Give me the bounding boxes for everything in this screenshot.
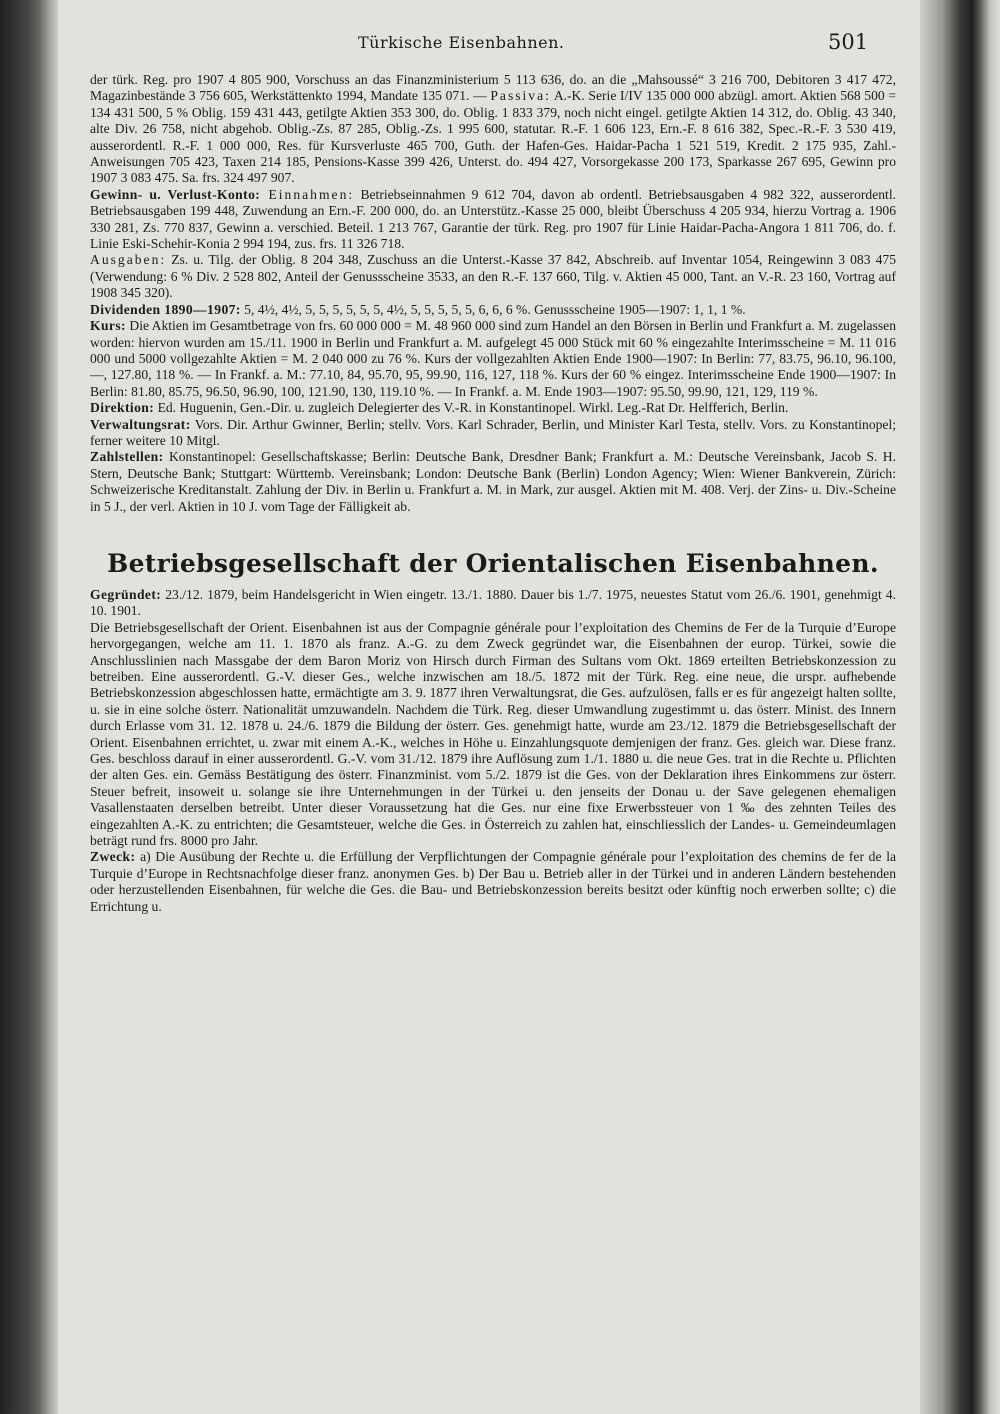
gegruendet-paragraph: Gegründet: 23./12. 1879, beim Handelsgericht in Wien eingetr. 13./1. 1880. Dauer bis 1./7. 1975, neuestes Statut vom 26./6. 1901, genehmigt 4. 10. 1901. bbox=[90, 586, 896, 619]
zweck-label: Zweck: bbox=[90, 849, 136, 865]
section-title: Betriebsgesellschaft der Orientalischen Eisenbahnen. bbox=[107, 548, 879, 578]
dividenden-label: Dividenden 1890—1907: bbox=[90, 301, 241, 317]
page-body bbox=[90, 72, 896, 915]
gewinn-verlust-paragraph: Gewinn- u. Verlust-Konto: Einnahmen: Betriebseinnahmen 9 612 704, davon ab ordentl. Betriebsausgaben 4 982 322, ausserordentl. Betriebsausgaben 199 448, Zuwendung an Ern.-F. 200 000, do. an Unterstütz.-Kasse 25 000, bleibt Überschuss 4 205 934, hierzu Vortrag a. 1906 330 281, Zs. 770 837, Gewinn a. verschied. Beteil. 1 213 767, Garantie der türk. Reg. pro 1907 für Linie Haidar-Pacha-Angora 1 811 706, do. f. Linie Eski-Schehir-Konia 2 994 194, zus. frs. 11 326 718. bbox=[90, 186, 896, 252]
zweck-paragraph: Zweck: a) Die Ausübung der Rechte u. die Erfüllung der Verpflichtungen der Compagnie générale pour l’exploitation des chemins de fer de la Turquie d’Europe in Rechtsnachfolge dieser franz. anonymen Ges. b) Der Bau u. Betrieb aller in der Türkei und in anderen Ländern bestehenden oder herzustellenden Eisenbahnen, für welche die Ges. die Bau- und Betriebskonzession bereits besitzt oder künftig noch erwerben sollte; c) die Errichtung u. bbox=[90, 849, 896, 914]
verwaltungsrat-label: Verwaltungsrat: bbox=[90, 416, 191, 432]
verwaltungsrat-paragraph: Verwaltungsrat: Vors. Dir. Arthur Gwinner, Berlin; stellv. Vors. Karl Schrader, Berlin, und Minister Karl Testa, stellv. Vors. zu Konstantinopel; ferner weitere 10 Mitgl. bbox=[90, 416, 896, 448]
kurs-paragraph: Kurs: Die Aktien im Gesamtbetrage von frs. 60 000 000 = M. 48 960 000 sind zum Handel an den Börsen in Berlin und Frankfurt a. M. zugelassen worden: hiervon wurden am 15./11. 1900 in Berlin und Frankfurt a. M. aufgelegt 45 000 Stück mit 60 % eingezahlte Interimsscheine = M. 11 016 000 und 5000 vollgezahlte Aktien = M. 2 040 000 zu 76 %. Kurs der vollgezahlten Aktien Ende 1900—1907: In Berlin: 77, 83.75, 96.10, 96.100, —, 127.80, 118 %. — In Frankf. a. M.: 77.10, 84, 95.70, 95, 99.90, 116, 127, 118 %. Kurs der 60 % eingez. Interimsscheine Ende 1900—1907: In Berlin: 81.80, 85.75, 96.50, 96.90, 100, 121.90, 130, 119.10 %. — In Frankf. a. M. Ende 1903—1907: 95.50, 99.90, 121, 129, 119 %. bbox=[90, 318, 896, 399]
history-paragraph: Die Betriebsgesellschaft der Orient. Eisenbahnen ist aus der Compagnie générale pour l’exploitation des Chemins de Fer de la Turquie d’Europe hervorgegangen, welche am 11. 1. 1870 als franz. A.-G. zu dem Zweck gegründet war, die Eisenbahnen der europ. Türkei, sowie die Anschlusslinien nach Massgabe der dem Baron Moriz von Hirsch durch Firman des Sultans vom Okt. 1869 erteilten Betriebskonzession zu betreiben. Eine ausserordentl. G.-V. dieser Ges., welche inzwischen am 18./5. 1872 mit der Türk. Reg. eine neue, die urspr. aufhebende Betriebskonzession abgeschlossen hatte, ermächtigte am 3. 9. 1877 ihren Verwaltungsrat, die Ges. aufzulösen, falls er es für angezeigt halten sollte, u. sie in eine solche österr. Nationalität umzuwandeln. Nachdem die Türk. Reg. dieser Umwandlung zugestimmt u. das österr. Minist. des Innern durch Erlasse vom 31. 12. 1878 u. 24./6. 1879 die Bildung der österr. Ges. genehmigt hatte, wurde am 23./12. 1879 die Betriebsgesellschaft der Orient. Eisenbahnen errichtet, u. zwar mit einem A.-K., welches in Höhe u. Einzahlungsquote demjenigen der franz. Ges. gleich war. Diese franz. Ges. beschloss darauf in einer ausserordentl. G.-V. vom 31./12. 1879 ihre Auflösung zum 1./1. 1880 u. die neue Ges. trat in die Rechte u. Pflichten der alten Ges. ein. Gemäss Bestätigung des österr. Finanzminist. vom 5./2. 1879 ist die Ges. von der Deklaration ihres Einkommens zur österr. Steuer befreit, insoweit u. solange sie ihre Unternehmungen in der Türkei u. den jenseits der Donau u. der Save gelegenen ehemaligen Vasallenstaaten derselben betreibt. Unter dieser Voraussetzung hat die Ges. nur eine fixe Erwerbssteuer von 1 ‰ des zehnten Teiles des eingezahlten A.-K. zu entrichten; die Gesamtsteuer, welche die Ges. in Österreich zu zahlen hat, einschliesslich der Landes- u. Gemeindeumlagen beträgt rund frs. 8000 pro Jahr. bbox=[90, 619, 896, 849]
kurs-label: Kurs: bbox=[90, 318, 126, 334]
passiva-label: Passiva: bbox=[490, 88, 551, 104]
einnahmen-label: Einnahmen: bbox=[260, 186, 355, 202]
binding-shadow-left bbox=[0, 0, 58, 1414]
ausgaben-label: Ausgaben: bbox=[90, 252, 167, 268]
zahlstellen-paragraph: Zahlstellen: Konstantinopel: Gesellschaftskasse; Berlin: Deutsche Bank, Dresdner Bank; Frankfurt a. M.: Deutsche Vereinsbank, Jacob S. H. Stern, Deutsche Bank; Stuttgart: Württemb. Vereinsbank; London: Deutsche Bank (Berlin) London Agency; Wien: Wiener Bankverein, Zürich: Schweizerische Kreditanstalt. Zahlung der Div. in Berlin u. Frankfurt a. M. in Mark, zur ausgel. Aktien mit M. 408. Verj. der Zins- u. Div.-Scheine in 5 J., der verl. Aktien in 10 J. vom Tage der Fälligkeit ab. bbox=[90, 449, 896, 514]
direktion-paragraph: Direktion: Ed. Huguenin, Gen.-Dir. u. zugleich Delegierter des V.-R. in Konstantinopel. Wirkl. Leg.-Rat Dr. Helfferich, Berlin. bbox=[90, 400, 789, 416]
page-edge-shadow-right bbox=[920, 0, 1000, 1414]
dividenden-paragraph: Dividenden 1890—1907: 5, 4½, 4½, 5, 5, 5, 5, 5, 5, 4½, 5, 5, 5, 5, 5, 6, 6, 6 %. Genussscheine 1905—1907: 1, 1, 1 %. bbox=[90, 301, 746, 317]
zahlstellen-label: Zahlstellen: bbox=[90, 449, 164, 465]
running-head: Türkische Eisenbahnen. bbox=[358, 33, 565, 52]
page-number: 501 bbox=[828, 30, 869, 54]
ausgaben-paragraph: Ausgaben: Zs. u. Tilg. der Oblig. 8 204 348, Zuschuss an die Unterst.-Kasse 37 842, Abschreib. auf Inventar 1054, Reingewinn 3 083 475 (Verwendung: 6 % Div. 2 528 802, Anteil der Genussscheine 3533, an den R.-F. 137 660, Tilg. v. Aktien 45 000, Tant. an V.-R. 23 160, Vortrag auf 1908 345 320). bbox=[90, 252, 896, 301]
direktion-label: Direktion: bbox=[90, 400, 155, 416]
balance-passiva-paragraph: der türk. Reg. pro 1907 4 805 900, Vorschuss an das Finanzministerium 5 113 636, do. an die „Mahsoussé“ 3 216 700, Debitoren 3 417 472, Magazinbestände 3 756 605, Werkstättenkto 1994, Mandate 135 071. — Passiva: A.-K. Serie I/IV 135 000 000 abzügl. amort. Aktien 568 500 = 134 431 500, 5 % Oblig. 159 431 443, getilgte Aktien 353 300, do. Oblig. 1 833 379, noch nicht eingel. getilgte Aktien 14 312, do. Oblig. 43 340, alte Div. 26 758, nicht abgehob. Oblig.-Zs. 87 285, Oblig.-Zs. 1 995 600, statutar. R.-F. 1 606 123, Ern.-F. 8 616 382, Spec.-R.-F. 3 530 419, ausserordentl. R.-F. 1 000 000, Res. für Kursverluste 465 700, Guth. der Hafen-Ges. Haidar-Pacha 1 521 519, Kredit. 2 175 935, Zahl.-Anweisungen 705 423, Taxen 214 185, Pensions-Kasse 399 426, Unterst. do. 494 427, Vorsorgekasse 200 173, Sparkasse 267 695, Gewinn pro 1907 3 083 475. Sa. frs. 324 497 907. bbox=[90, 72, 896, 186]
gegruendet-label: Gegründet: bbox=[90, 586, 162, 602]
book-page bbox=[58, 0, 920, 1414]
gewinn-verlust-label: Gewinn- u. Verlust-Konto: bbox=[90, 186, 261, 202]
